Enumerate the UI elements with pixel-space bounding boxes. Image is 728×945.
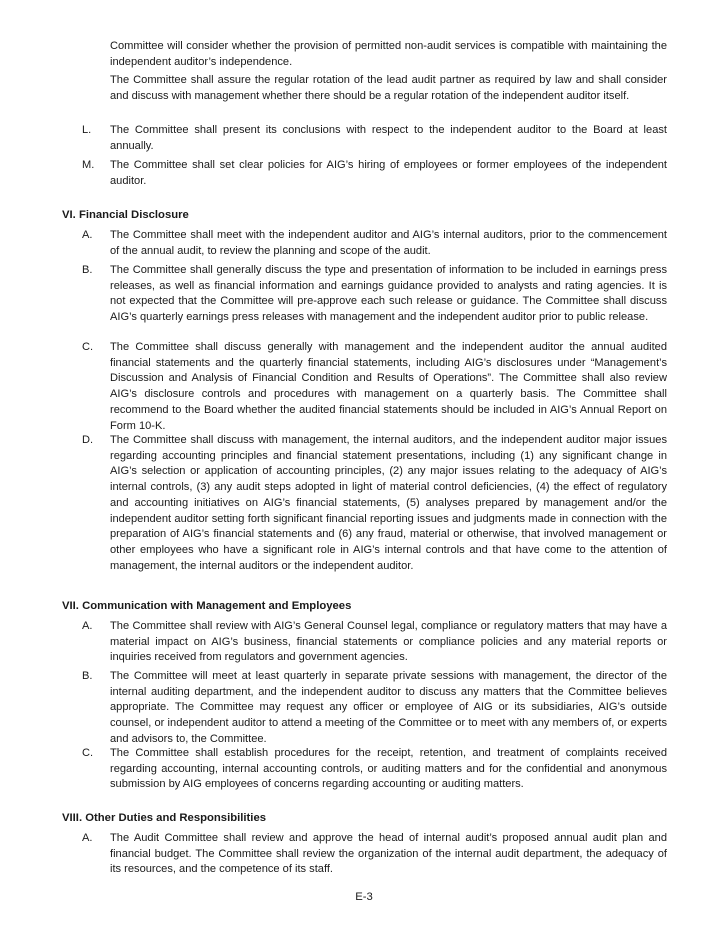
item-letter: A. xyxy=(82,832,93,844)
paragraph-k-rotation: The Committee shall assure the regular rotation of the lead audit partner as required by law and shall consider and discuss with management whether there should be a regular rotation of the independent auditor itself. xyxy=(110,74,667,102)
list-item-vi-d xyxy=(0,433,728,574)
item-text: The Committee shall present its conclusions with respect to the independent auditor to the Board at least annually. xyxy=(110,124,667,152)
list-item-vii-b xyxy=(0,669,728,748)
item-letter: L. xyxy=(82,124,92,136)
item-letter: D. xyxy=(82,434,94,446)
item-text: The Committee shall discuss with management, the internal auditors, and the independent auditor major issues regarding accounting principles and financial statement presentations, including (1) any significant change in AIG’s selection or application of accounting principles, (2) any major issues relating to the adequacy of AIG’s internal controls, (3) any audit steps adopted in light of material control deficiencies, (4) the effect of regulatory and accounting initiatives on AIG’s financial statements, (5) analyses prepared by management and/or the independent auditor setting forth significant financial reporting issues and judgments made in connection with the preparation of AIG’s financial statements and (6) any fraud, material or otherwise, that involved management or other employees who have a significant role in AIG’s internal controls and that have come to the attention of management, the internal auditors or the independent auditor. xyxy=(110,434,667,572)
section-heading-other-duties: VIII. Other Duties and Responsibilities xyxy=(62,812,267,824)
item-letter: M. xyxy=(82,159,95,171)
item-letter: C. xyxy=(82,341,94,353)
list-item-vii-c xyxy=(0,746,728,793)
list-item-vii-a xyxy=(0,619,728,666)
item-text: The Committee shall discuss generally with management and the independent auditor the annual audited financial statements and the quarterly financial statements, including AIG’s disclosures under “Management’s Discussion and Analysis of Financial Condition and Results of Operations”. The Committee shall also review AIG’s disclosure controls and procedures with management on a quarterly basis. The Committee shall recommend to the Board whether the audited financial statements should be included in AIG’s Annual Report on Form 10-K. xyxy=(110,341,667,432)
page-number: E-3 xyxy=(355,891,373,903)
item-text: The Committee shall generally discuss the type and presentation of information to be included in earnings press releases, as well as financial information and earnings guidance provided to analysts and rating agencies. It is not expected that the Committee will pre-approve each such release or guidance. The Committee shall discuss AIG’s quarterly earnings press releases with management and the independent auditor prior to public release. xyxy=(110,264,667,324)
list-item-viii-a xyxy=(0,831,728,878)
list-item-l xyxy=(0,123,728,154)
item-text: The Committee shall establish procedures for the receipt, retention, and treatment of complaints received regarding accounting, internal accounting controls, or auditing matters and for the confidential and anonymous submission by AIG employees of concerns regarding accounting or auditing matters. xyxy=(110,747,667,791)
item-text: The Committee shall review with AIG’s General Counsel legal, compliance or regulatory matters that may have a material impact on AIG’s business, financial statements or compliance policies and any material reports or inquiries received from regulators and government agencies. xyxy=(110,620,667,664)
item-letter: A. xyxy=(82,620,93,632)
paragraph-k-continuation: Committee will consider whether the provision of permitted non-audit services is compatible with maintaining the independent auditor’s independence. xyxy=(110,40,667,68)
section-heading-communication: VII. Communication with Management and Employees xyxy=(62,600,352,612)
list-item-vi-b xyxy=(0,263,728,326)
item-text: The Audit Committee shall review and approve the head of internal audit’s proposed annual audit plan and financial budget. The Committee shall review the organization of the internal audit department, the adequacy of its resources, and the competence of its staff. xyxy=(110,832,667,876)
item-letter: B. xyxy=(82,264,93,276)
section-heading-financial-disclosure: VI. Financial Disclosure xyxy=(62,209,189,221)
item-letter: B. xyxy=(82,670,93,682)
item-text: The Committee shall meet with the independent auditor and AIG’s internal auditors, prior to the commencement of the annual audit, to review the planning and scope of the audit. xyxy=(110,229,667,257)
item-letter: A. xyxy=(82,229,93,241)
item-text: The Committee shall set clear policies for AIG’s hiring of employees or former employees of the independent auditor. xyxy=(110,159,667,187)
list-item-vi-a xyxy=(0,228,728,259)
item-letter: C. xyxy=(82,747,94,759)
list-item-m xyxy=(0,158,728,189)
item-text: The Committee will meet at least quarterly in separate private sessions with management, the director of the internal auditing department, and the independent auditor to discuss any matters that the Committee believes appropriate. The Committee may request any officer or employee of AIG or its subsidiaries, AIG’s outside counsel, or independent auditor to attend a meeting of the Committee or to meet with any members of, or experts and advisors to, the Committee. xyxy=(110,670,667,745)
list-item-vi-c xyxy=(0,340,728,434)
